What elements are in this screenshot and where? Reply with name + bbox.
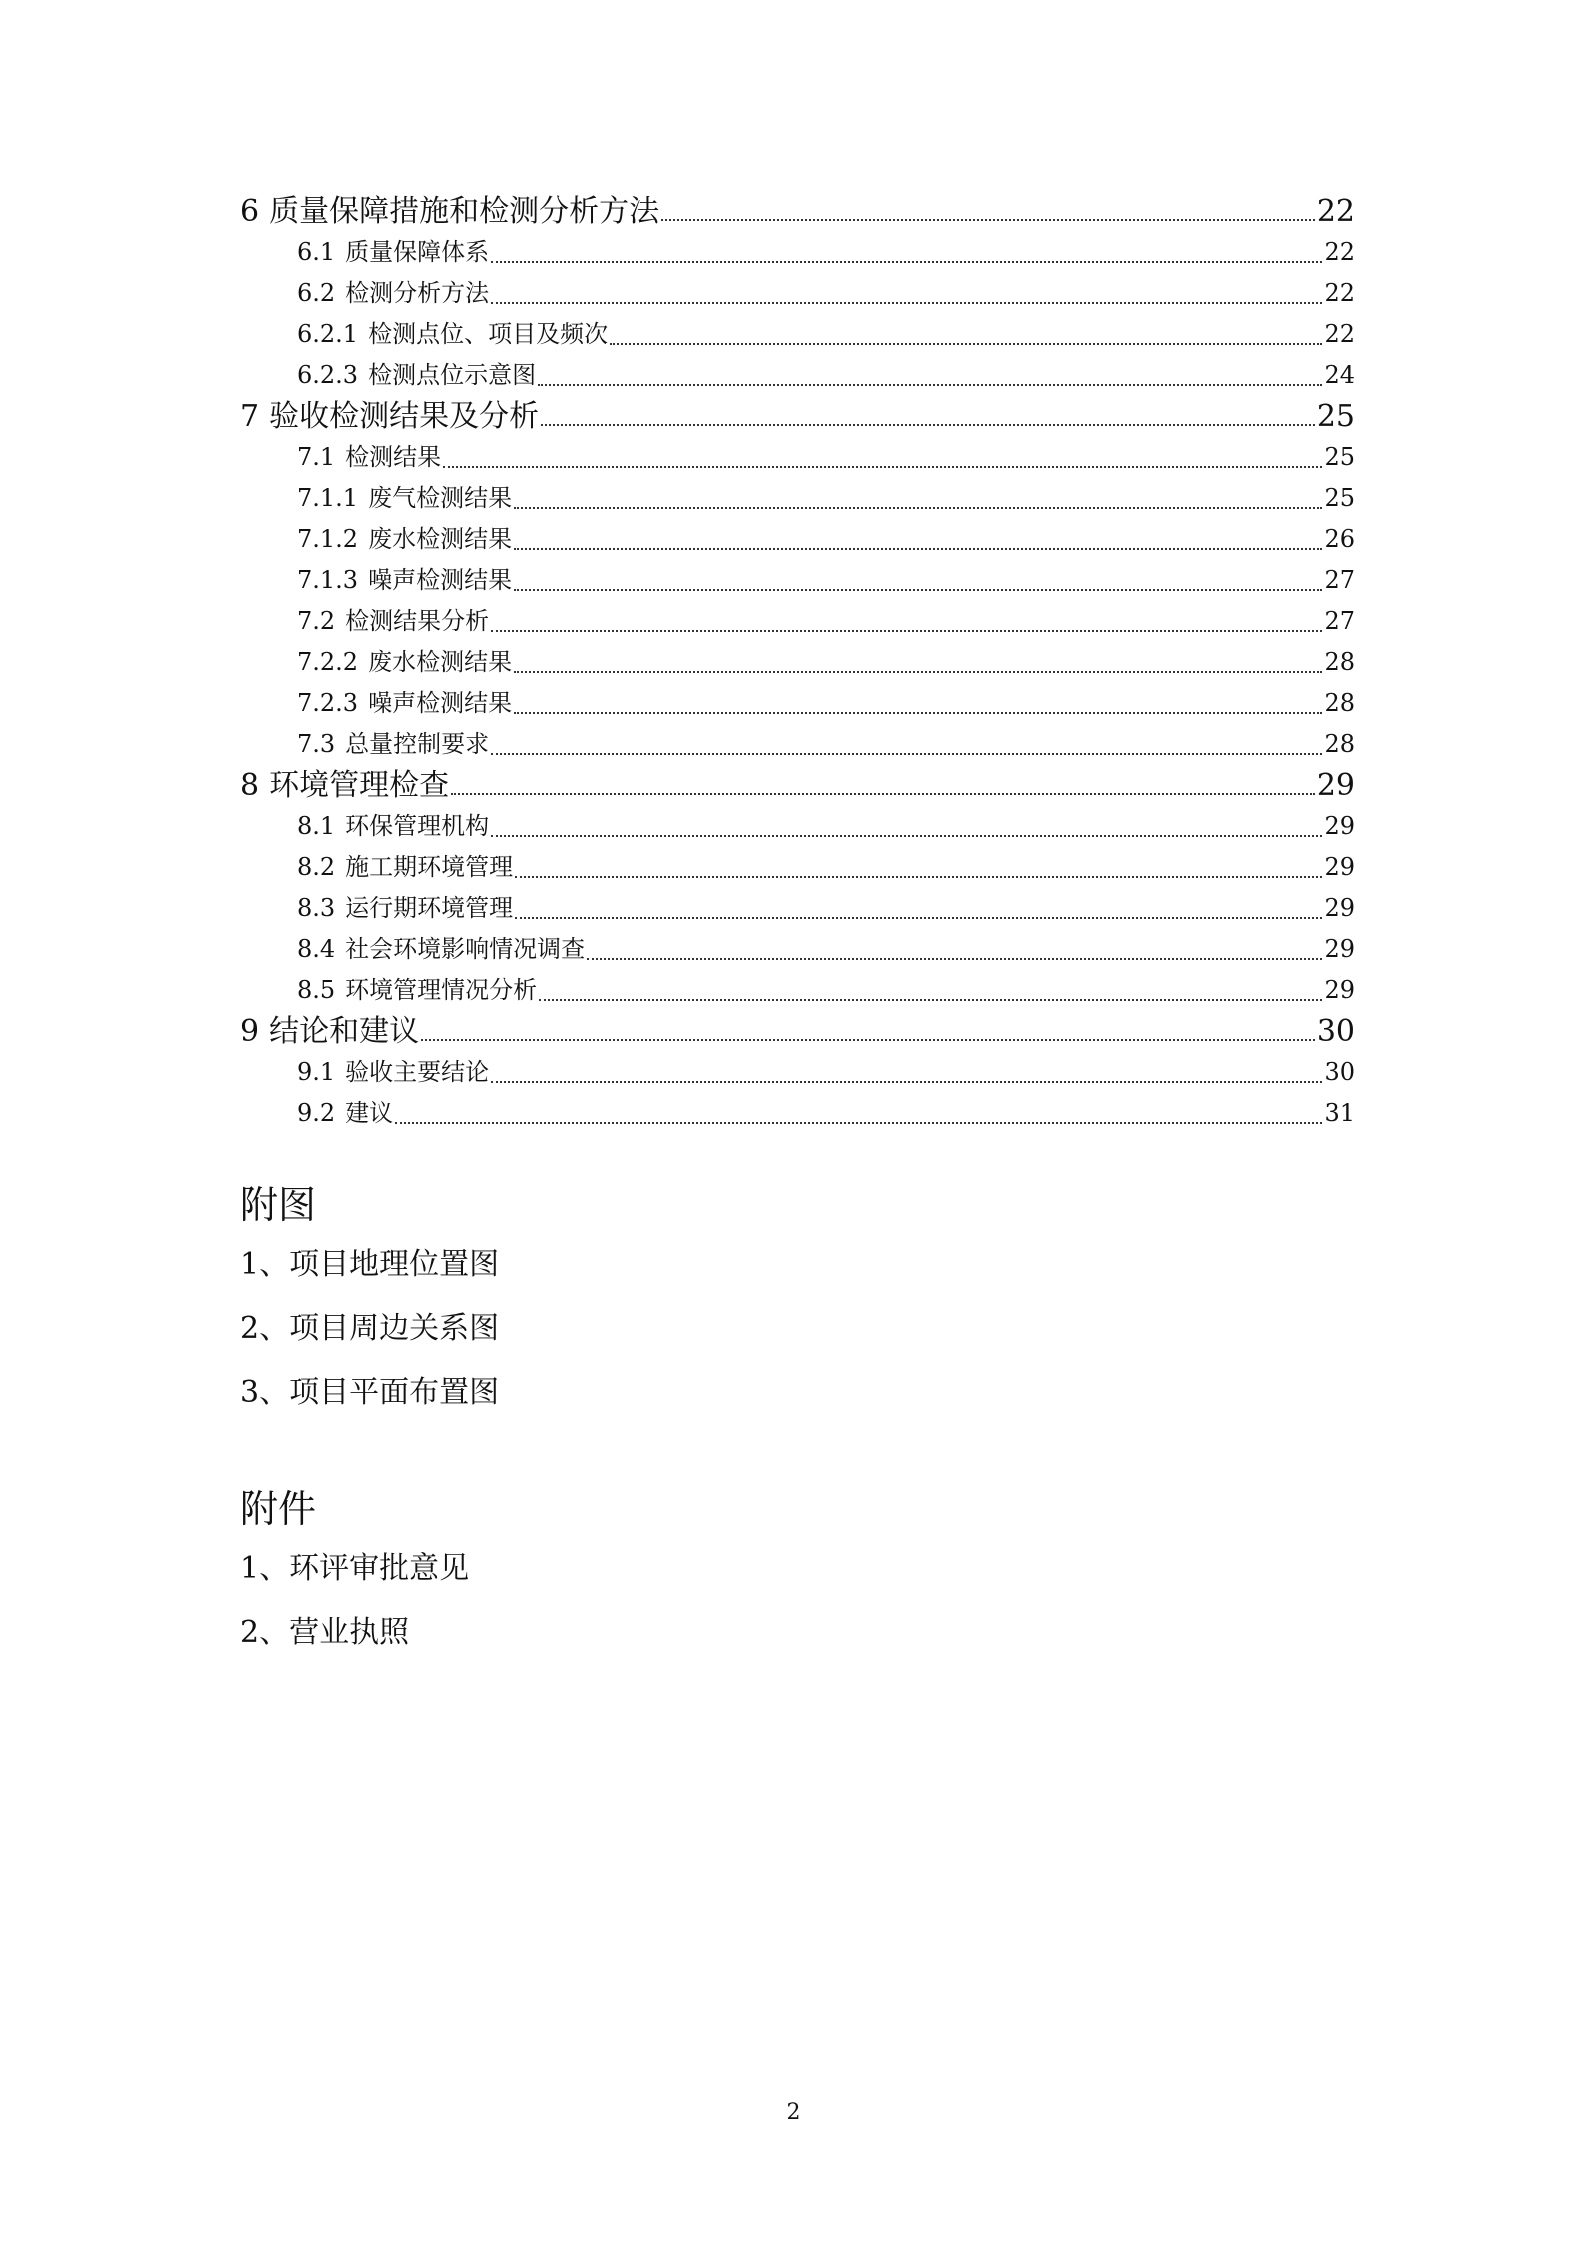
toc-entry-page: 26 xyxy=(1324,525,1355,553)
toc-chapter-entry xyxy=(240,765,1355,806)
figures-heading: 附图 xyxy=(240,1183,317,1227)
toc-entry-title: 建议 xyxy=(345,1099,394,1127)
toc-entry-page: 29 xyxy=(1324,976,1355,1004)
toc-entry-title: 检测结果分析 xyxy=(345,607,490,635)
figure-item: 1、项目地理位置图 xyxy=(240,1247,500,1282)
attachment-item: 1、环评审批意见 xyxy=(240,1551,470,1586)
toc-entry-title: 检测分析方法 xyxy=(345,279,490,307)
toc-entry-title: 运行期环境管理 xyxy=(345,894,514,922)
figure-item: 2、项目周边关系图 xyxy=(240,1311,500,1346)
toc-dot-leader xyxy=(539,999,1322,1001)
toc-dot-leader xyxy=(451,793,1315,795)
toc-dot-leader xyxy=(514,712,1322,714)
toc-entry-number: 7.2.2 xyxy=(297,648,359,676)
toc-section-entry xyxy=(240,273,1355,314)
toc-entry-page: 30 xyxy=(1316,1014,1355,1049)
toc-entry-number: 8.2 xyxy=(297,853,336,881)
toc-section-entry xyxy=(240,232,1355,273)
toc-entry-page: 25 xyxy=(1324,484,1355,512)
toc-entry-page: 22 xyxy=(1324,279,1355,307)
toc-dot-leader xyxy=(514,589,1322,591)
toc-entry-title: 废水检测结果 xyxy=(368,525,513,553)
toc-entry-page: 30 xyxy=(1324,1058,1355,1086)
toc-entry-page: 22 xyxy=(1324,238,1355,266)
toc-entry-title: 社会环境影响情况调查 xyxy=(345,935,586,963)
toc-section-entry xyxy=(240,355,1355,396)
toc-entry-title: 环境管理检查 xyxy=(269,768,450,803)
toc-entry-title: 总量控制要求 xyxy=(345,730,490,758)
toc-entry-number: 6.1 xyxy=(297,238,336,266)
toc-section-entry xyxy=(240,519,1355,560)
toc-entry-number: 6.2 xyxy=(297,279,336,307)
toc-entry-title: 结论和建议 xyxy=(269,1014,420,1049)
toc-entry-page: 25 xyxy=(1316,399,1355,434)
toc-entry-number: 7 xyxy=(240,399,260,434)
toc-dot-leader xyxy=(491,302,1322,304)
toc-entry-title: 环保管理机构 xyxy=(345,812,490,840)
figure-item: 3、项目平面布置图 xyxy=(240,1375,500,1410)
toc-entry-title: 噪声检测结果 xyxy=(368,689,513,717)
toc-entry-page: 24 xyxy=(1324,361,1355,389)
toc-dot-leader xyxy=(514,507,1322,509)
toc-entry-page: 29 xyxy=(1316,768,1355,803)
toc-entry-page: 27 xyxy=(1324,566,1355,594)
toc-section-entry xyxy=(240,1093,1355,1134)
toc-entry-page: 27 xyxy=(1324,607,1355,635)
toc-dot-leader xyxy=(395,1122,1322,1124)
attachment-item: 2、营业执照 xyxy=(240,1615,410,1650)
toc-entry-number: 8.4 xyxy=(297,935,336,963)
toc-entry-number: 6.2.1 xyxy=(297,320,359,348)
toc-section-entry xyxy=(240,642,1355,683)
toc-entry-number: 9.2 xyxy=(297,1099,336,1127)
toc-entry-number: 7.1.1 xyxy=(297,484,359,512)
toc-entry-number: 7.1 xyxy=(297,443,336,471)
toc-section-entry xyxy=(240,560,1355,601)
toc-section-entry xyxy=(240,847,1355,888)
figures-section xyxy=(240,1180,499,1414)
toc-entry-title: 废气检测结果 xyxy=(368,484,513,512)
toc-entry-number: 7.3 xyxy=(297,730,336,758)
toc-entry-title: 质量保障体系 xyxy=(345,238,490,266)
toc-chapter-entry xyxy=(240,396,1355,437)
toc-entry-number: 8.5 xyxy=(297,976,336,1004)
toc-dot-leader xyxy=(514,548,1322,550)
page-number: 2 xyxy=(786,2100,801,2125)
toc-dot-leader xyxy=(491,753,1322,755)
toc-section-entry xyxy=(240,806,1355,847)
toc-dot-leader xyxy=(515,876,1322,878)
toc-dot-leader xyxy=(443,466,1322,468)
toc-entry-page: 25 xyxy=(1324,443,1355,471)
toc-dot-leader xyxy=(491,630,1322,632)
toc-entry-title: 验收主要结论 xyxy=(345,1058,490,1086)
toc-entry-number: 7.2.3 xyxy=(297,689,359,717)
toc-dot-leader xyxy=(538,384,1322,386)
toc-entry-page: 28 xyxy=(1324,689,1355,717)
toc-entry-title: 验收检测结果及分析 xyxy=(269,399,540,434)
toc-entry-page: 29 xyxy=(1324,812,1355,840)
toc-entry-title: 噪声检测结果 xyxy=(368,566,513,594)
toc-section-entry xyxy=(240,970,1355,1011)
toc-section-entry xyxy=(240,888,1355,929)
toc-section-entry xyxy=(240,478,1355,519)
toc-dot-leader xyxy=(541,424,1315,426)
toc-entry-number: 7.1.2 xyxy=(297,525,359,553)
attachments-heading: 附件 xyxy=(240,1487,317,1531)
toc-entry-number: 9.1 xyxy=(297,1058,336,1086)
toc-dot-leader xyxy=(610,343,1322,345)
table-of-contents xyxy=(240,191,1355,1134)
toc-entry-page: 28 xyxy=(1324,730,1355,758)
toc-entry-title: 检测点位示意图 xyxy=(368,361,537,389)
toc-entry-page: 29 xyxy=(1324,853,1355,881)
toc-dot-leader xyxy=(661,219,1315,221)
toc-entry-title: 检测结果 xyxy=(345,443,442,471)
toc-section-entry xyxy=(240,929,1355,970)
attachments-section xyxy=(240,1484,469,1654)
toc-entry-number: 7.2 xyxy=(297,607,336,635)
toc-entry-page: 22 xyxy=(1324,320,1355,348)
toc-entry-number: 7.1.3 xyxy=(297,566,359,594)
toc-section-entry xyxy=(240,437,1355,478)
toc-entry-title: 检测点位、项目及频次 xyxy=(368,320,609,348)
toc-chapter-entry xyxy=(240,1011,1355,1052)
toc-section-entry xyxy=(240,1052,1355,1093)
toc-section-entry xyxy=(240,601,1355,642)
toc-entry-page: 22 xyxy=(1316,194,1355,229)
toc-entry-title: 质量保障措施和检测分析方法 xyxy=(269,194,660,229)
toc-chapter-entry xyxy=(240,191,1355,232)
toc-entry-page: 31 xyxy=(1324,1099,1355,1127)
toc-section-entry xyxy=(240,683,1355,724)
toc-entry-page: 29 xyxy=(1324,935,1355,963)
toc-entry-title: 废水检测结果 xyxy=(368,648,513,676)
toc-dot-leader xyxy=(491,261,1322,263)
toc-dot-leader xyxy=(491,835,1322,837)
toc-dot-leader xyxy=(491,1081,1322,1083)
toc-entry-title: 环境管理情况分析 xyxy=(345,976,538,1004)
toc-dot-leader xyxy=(514,671,1322,673)
toc-entry-number: 6.2.3 xyxy=(297,361,359,389)
toc-section-entry xyxy=(240,314,1355,355)
toc-section-entry xyxy=(240,724,1355,765)
toc-dot-leader xyxy=(587,958,1322,960)
toc-entry-title: 施工期环境管理 xyxy=(345,853,514,881)
toc-entry-number: 9 xyxy=(240,1014,260,1049)
toc-entry-number: 8 xyxy=(240,768,260,803)
toc-entry-page: 29 xyxy=(1324,894,1355,922)
toc-dot-leader xyxy=(515,917,1322,919)
toc-entry-number: 8.1 xyxy=(297,812,336,840)
toc-entry-page: 28 xyxy=(1324,648,1355,676)
toc-dot-leader xyxy=(421,1039,1315,1041)
toc-entry-number: 8.3 xyxy=(297,894,336,922)
toc-entry-number: 6 xyxy=(240,194,260,229)
